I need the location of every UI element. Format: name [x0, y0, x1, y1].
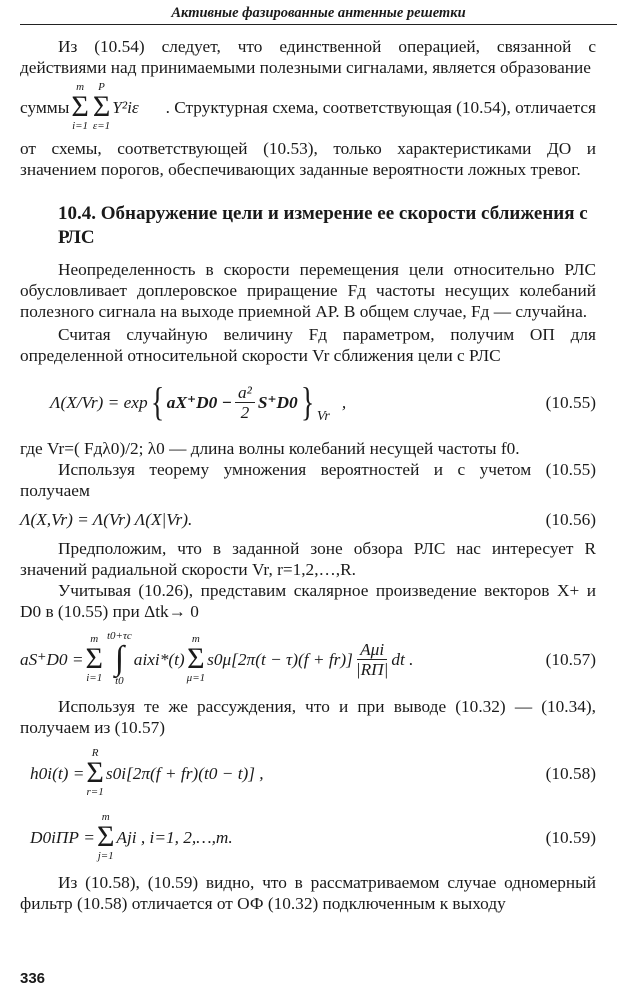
- equation-number: (10.55): [545, 392, 596, 412]
- equation-number: (10.57): [545, 649, 596, 669]
- equation-10-57: aS⁺D0 = m Σ i=1 t0+τc ∫ t0 aixi*(t) m Σ μ=1 s0μ[2π(t − τ)(f + fr)] $\frac{\text{Aμi}}{|RП|}$ dt . (10.57): [20, 630, 596, 687]
- paragraph-10: Используя те же рассуждения, что и при выводе (10.32) — (10.34), получаем из (10.57): [20, 697, 596, 737]
- paragraph-9: Учитывая (10.26), представим скалярное произведение векторов X+ и D0 в (10.55) при Δtk→ 0: [20, 581, 596, 621]
- paragraph-7: Используя теорему умножения вероятностей и с учетом (10.55) получаем: [20, 460, 596, 500]
- equation-10-55: Λ(X/Vr) = exp { aX⁺D0 − $\frac{\text{a²}}{2}$ S⁺D0 } Vr , (10.55): [50, 379, 596, 424]
- page-number: 336: [20, 970, 46, 987]
- sum-term: Y²iε: [112, 97, 139, 117]
- equation-10-58: h0i(t) = R Σ r=1 s0i[2π(f + fr)(t0 − t)] , (10.58): [30, 747, 596, 798]
- running-header: Активные фазированные антенные решетки: [20, 2, 617, 25]
- paragraph-1: Из (10.54) следует, что единственной операцией, связанной с действиями над принимаемыми полезными сигналами, является образование: [20, 37, 596, 77]
- inline-sum-line: [20, 82, 596, 132]
- sum-symbol: P Σ ε=1: [92, 81, 111, 132]
- paragraph-3: от схемы, соответствующей (10.53), только характеристиками ДО и значением порогов, обеспечивающих заданные вероятности ложных тревог.: [20, 139, 596, 179]
- equation-10-59: D0iПР = m Σ j=1 Aji , i=1, 2,…,m. (10.59): [30, 811, 596, 862]
- page-body: [20, 36, 596, 914]
- sum-symbol: m Σ i=1: [71, 81, 89, 132]
- paragraph-2-end: . Структурная схема, соответствующая (10.54), отличается: [165, 97, 596, 117]
- equation-number: (10.56): [545, 510, 596, 529]
- equation-number: (10.59): [545, 827, 596, 847]
- equation-number: (10.58): [545, 763, 596, 783]
- paragraph-4: Неопределенность в скорости перемещения цели относительно РЛС обусловливает доплеровское приращение Fд частоты несущих колебаний полезного сигнала на выходе приемной АР. В общем случае, Fд — случайна.: [20, 260, 596, 321]
- paragraph-8: Предположим, что в заданной зоне обзора РЛС нас интересует R значений радиальной скорости Vr, r=1,2,…,R.: [20, 539, 596, 579]
- section-heading: 10.4. Обнаружение цели и измерение ее скорости сближения с РЛС: [58, 203, 588, 248]
- equation-10-56: Λ(X,Vr) = Λ(Vr) Λ(X|Vr). (10.56): [20, 510, 596, 529]
- paragraph-5: Считая случайную величину Fд параметром, получим ОП для определенной относительной скорости Vr сближения цели с РЛС: [20, 325, 596, 365]
- paragraph-6: где Vr=( Fдλ0)/2; λ0 — длина волны колебаний несущей частоты f0.: [20, 439, 520, 458]
- paragraph-2-start: суммы: [20, 97, 70, 117]
- paragraph-11: Из (10.58), (10.59) видно, что в рассматриваемом случае одномерный фильтр (10.58) отличается от ОФ (10.32) подключенным к выходу: [20, 873, 596, 913]
